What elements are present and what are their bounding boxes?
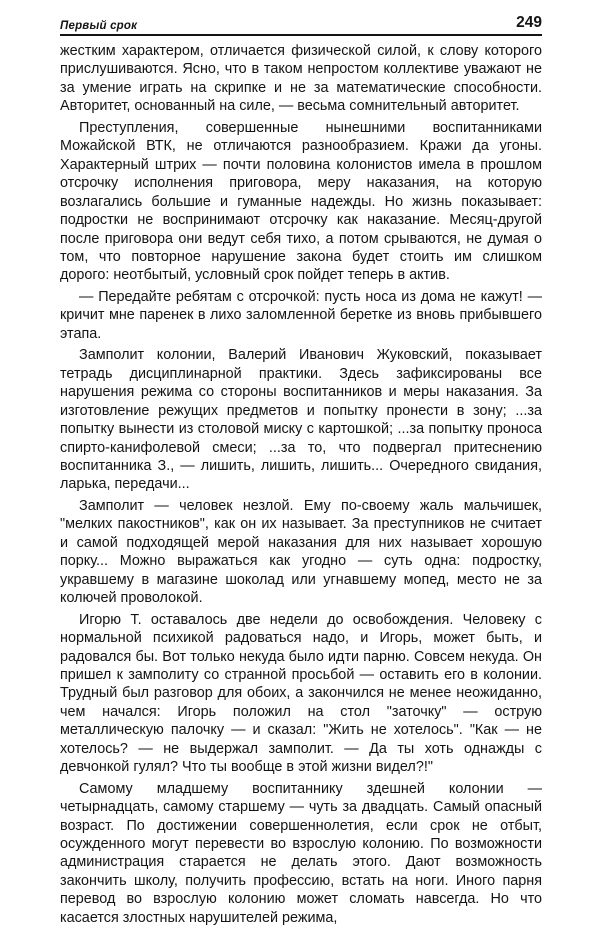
paragraph: — Передайте ребятам с отсрочкой: пусть носа из дома не кажут! — кричит мне паренек в лихо заломленной беретке из вновь прибывшего этапа.: [60, 288, 542, 342]
running-header: [60, 14, 542, 36]
paragraph: Самому младшему воспитаннику здешней колонии — четырнадцать, самому старшему — чуть за двадцать. Самый опасный возраст. По достижении совершеннолетия, если срок не отбыт, осужденного могут перевести во взрослую колонию. По возможности администрация старается не делать этого. Дают возможность закончить школу, получить профессию, встать на ноги. Иного парня перевод во взрослую колонию может сломать навсегда. Но что касается злостных нарушителей режима,: [60, 780, 542, 926]
paragraph: Преступления, совершенные нынешними воспитанниками Можайской ВТК, не отличаются разнообразием. Кражи да угоны. Характерный штрих — почти половина колонистов имела в прошлом отсрочку исполнения приговора, меру наказания, на которую возлагались большие и гуманные надежды. Но жизнь показывает: подростки не воспринимают отсрочку как наказание. Месяц-другой после приговора они ведут себя тихо, а потом срываются, не думая о том, что повторное нарушение закона будет стоить им слишком дорого: неотбытый, условный срок пойдет теперь в актив.: [60, 119, 542, 284]
paragraph: Замполит колонии, Валерий Иванович Жуковский, показывает тетрадь дисциплинарной практики. Здесь зафиксированы все нарушения режима со стороны воспитанников и меры наказания. За изготовление режущих предметов и попытку пронести в зону; ...за попытку вынести из столовой миску с картошкой; ...за попытку проноса спирто-канифолевой смеси; ...за то, что подвергал притеснению воспитанника З., — лишить, лишить, лишить... Очередного свидания, ларька, передачи...: [60, 347, 542, 493]
body-text: [60, 42, 542, 927]
section-title: Первый срок: [60, 20, 138, 32]
page-number: 249: [516, 14, 542, 31]
paragraph: жестким характером, отличается физической силой, к слову которого прислушиваются. Ясно, что в таком непростом коллективе уважают не за умение играть на скрипке и не за математические способности. Авторитет, основанный на силе, — весьма сомнительный авторитет.: [60, 43, 542, 115]
paragraph: Игорю Т. оставалось две недели до освобождения. Человеку с нормальной психикой радоваться надо, и Игорь, может быть, и радовался бы. Вот только некуда было идти парню. Совсем некуда. Он пришел к замполиту со странной просьбой — оставить его в колонии. Трудный был разговор для обоих, а закончился не менее неожиданно, чем начался: Игорь положил на стол "заточку" — острую металлическую палочку — и сказал: "Жить не хотелось". "Как — не хотелось? — не выдержал замполит. — Да ты хоть однажды с девчонкой гулял? Что ты вообще в этой жизни видел?!": [60, 611, 542, 776]
paragraph: Замполит — человек незлой. Ему по-своему жаль мальчишек, "мелких пакостников", как он их называет. За преступников не считает и самой подходящей мерой наказания для них называет хорошую порку... Можно выражаться как угодно — суть одна: подростку, укравшему в магазине шоколад или угнавшему мопед, место не за колючей проволокой.: [60, 497, 542, 607]
